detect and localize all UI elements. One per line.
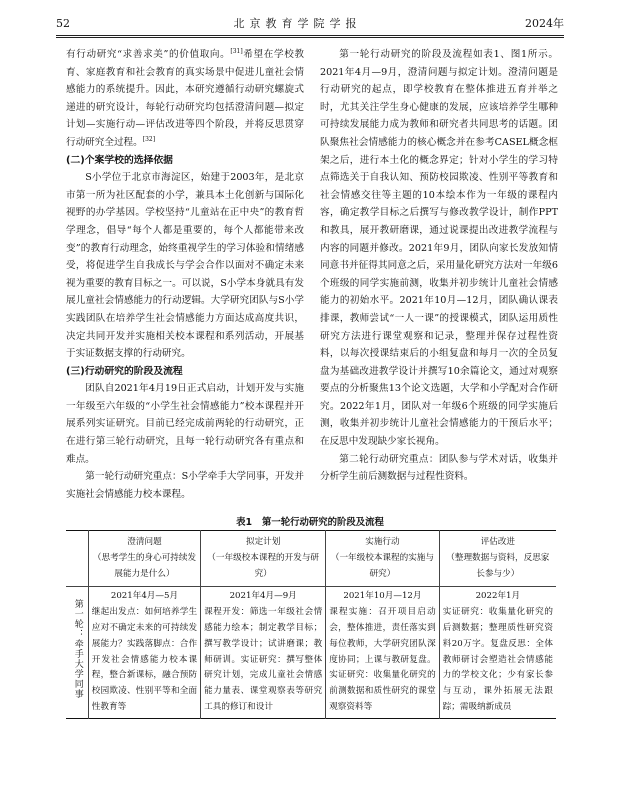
- table-row: [66, 587, 556, 718]
- cell-text: 实证研究：收集量化研究的后测数据；整理质性研究资料20万字。复盘反思：全体教师研讨会塑造社会情感能力的学校文化；少有家长参与互动，课外拓展无法跟踪；需吸纳新成员: [442, 607, 553, 712]
- table-header-row: [66, 531, 556, 587]
- header-subtitle: （一年级校本课程的开发与研究）: [207, 552, 320, 579]
- paragraph: S小学位于北京市海淀区，始建于2003年，是北京市第一所为社区配套的小学，兼具本土化创新与国际化视野的办学基因。学校坚持“儿童站在正中央”的教育哲学理念，倡导“每个人都是重要的，每个人都能带来改变”的教育行动理念，始终重视学生的学习体验和情绪感受，将促进学生自我成长与学会合作以面对不确定未来视为重要的教育目标之一。可以说，S小学本身就具有发展儿童社会情感能力的行动逻辑。大学研究团队与S小学实践团队在培养学生社会情感能力方面达成高度共识，决定共同开发并实施相关校本课程和系列活动，开展基于实证数据支撑的行动研究。: [66, 172, 304, 360]
- header-title: 实施行动: [365, 537, 400, 547]
- page-number: 52: [56, 16, 70, 30]
- table-caption: [56, 514, 564, 528]
- section-heading: (二)个案学校的选择依据: [66, 154, 173, 166]
- cell-date: 2022年1月: [475, 591, 521, 602]
- header-rule: [56, 35, 564, 36]
- cell-date: 2021年10月—12月: [343, 591, 422, 602]
- research-stage-table: [66, 530, 556, 719]
- cell-date: 2021年4月—5月: [110, 591, 179, 602]
- cell-date: 2021年4月—9月: [229, 591, 297, 602]
- paragraph: 团队自2021年4月19日正式启动，计划开发与实施一年级至六年级的“小学生社会情感能力”校本课程并开展系列实证研究。目前已经完成前两轮的行动研究，正在进行第三轮行动研究，且每一轮行动研究各有重点和难点。: [66, 383, 304, 465]
- phase-label: 第一轮：牵手大学同事: [72, 599, 83, 700]
- table-cell: [439, 587, 556, 718]
- header-title: 澄清问题: [127, 537, 162, 547]
- table-title: 第一轮行动研究的阶段及流程: [262, 517, 384, 528]
- cell-text: 继起出发点：如何培养学生应对不确定未来的可持续发展能力？实践落脚点：合作开发社会情感能力校本课程，整合新课标，融合预防校园欺凌、性别平等和全面性教育等: [91, 607, 198, 712]
- section-heading: (三)行动研究的阶段及流程: [66, 365, 183, 377]
- table-cell: [88, 587, 200, 718]
- phase-label-cell: [66, 587, 88, 718]
- left-column: [66, 46, 304, 503]
- cell-text: 课程实施：召开项目启动会，整体推进，责任落实到每位教师，大学研究团队深度协同；上课与教研复盘。实证研究：收集量化研究的前测数据和质性研究的课堂观察资料等: [329, 607, 436, 712]
- paragraph-text: 希望在学校教育、家庭教育和社会教育的真实场景中促进儿童社会情感能力的系统提升。因此，本研究遵循行动研究螺旋式递进的研究设计，每轮行动研究均包括澄清问题—拟定计划—实施行动—评估改进等四个阶段，并将反思贯穿行动研究全过程。: [66, 49, 305, 148]
- running-header: [56, 14, 564, 32]
- table-cell: [326, 587, 440, 718]
- cell-text: 课程开发：筛选一年级社会情感能力绘本；制定教学目标；撰写教学设计；试讲磨课；教师研训。实证研究：撰写整体研究计划，完成儿童社会情感能力量表、课堂观察表等研究工具的修订和设计: [204, 607, 323, 712]
- header-title: 拟定计划: [245, 537, 281, 547]
- header-subtitle: （思考学生的身心可持续发展能力是什么）: [92, 552, 197, 579]
- table-header-cell: [326, 531, 440, 587]
- paragraph-text: 有行动研究“求善求美”的价值取向。: [66, 49, 231, 60]
- header-rule-secondary: [56, 37, 564, 38]
- paragraph: 第一轮行动研究的阶段及流程如表1、图1所示。2021年4月—9月，澄清问题与拟定计划。澄清问题是行动研究的起点，即学校教育在整体推进五育并举之时，尤其关注学生身心健康的发展，应该培养学生哪种可持续发展能力成为教师和研究者共同思考的话题。团队聚焦社会情感能力的核心概念并在参考CASEL概念框架之后，进行本土化的概念界定；针对小学生的学习特点筛选关于自我认知、预防校园欺凌、性别平等教育和社会情感交往等主题的10本绘本作为一年级的课程内容，确定教学目标之后撰写与修改教学设计，制作PPT和教具，展开教研磨课，通过说课提出改进教学流程与内容的同题并修改。2021年9月，团队向家长发放知情同意书并征得其同意之后，采用量化研究方法对一年级6个班级的同学实施前测，收集并初步统计儿童社会情感能力的初始水平。2021年10月—12月，团队确认课表排课，教师尝试“一人一课”的授课模式，团队运用质性研究方法进行课堂观察和记录，整理并保存过程性资料，以每次授课结束后的小组复盘和每月一次的全员复盘为基础改进教学设计并撰写10余篇论文，通过对观察要点的分析聚焦13个论文选题，大学和小学配对合作研究。2022年1月，团队对一年级6个班级的同学实施后测，收集并初步统计儿童社会情感能力的干预后水平；在反思中发现缺少家长视角。: [320, 49, 558, 448]
- citation: [32]: [142, 135, 156, 143]
- paragraph: 第二轮行动研究重点：团队参与学术对话，收集并分析学生前后测数据与过程性资料。: [320, 453, 558, 483]
- table-header-cell: [88, 531, 200, 587]
- paragraph: [66, 46, 304, 152]
- issue-year: 2024年: [525, 17, 564, 30]
- table-cell: [201, 587, 326, 718]
- right-column: [320, 46, 558, 486]
- header-subtitle: （一年级校本课程的实施与研究）: [330, 552, 434, 579]
- table-number: 表1: [236, 517, 252, 528]
- journal-name: 北京教育学院学报: [233, 17, 362, 30]
- table-corner-cell: [66, 531, 88, 587]
- table-header-cell: [439, 531, 556, 587]
- paragraph: 第一轮行动研究重点：S小学牵手大学同事，开发并实施社会情感能力校本课程。: [66, 471, 304, 500]
- citation: [31]: [230, 47, 243, 55]
- header-subtitle: （整理数据与资料，反思家长参与少）: [446, 552, 550, 579]
- table-header-cell: [201, 531, 326, 587]
- header-title: 评估改进: [480, 537, 516, 547]
